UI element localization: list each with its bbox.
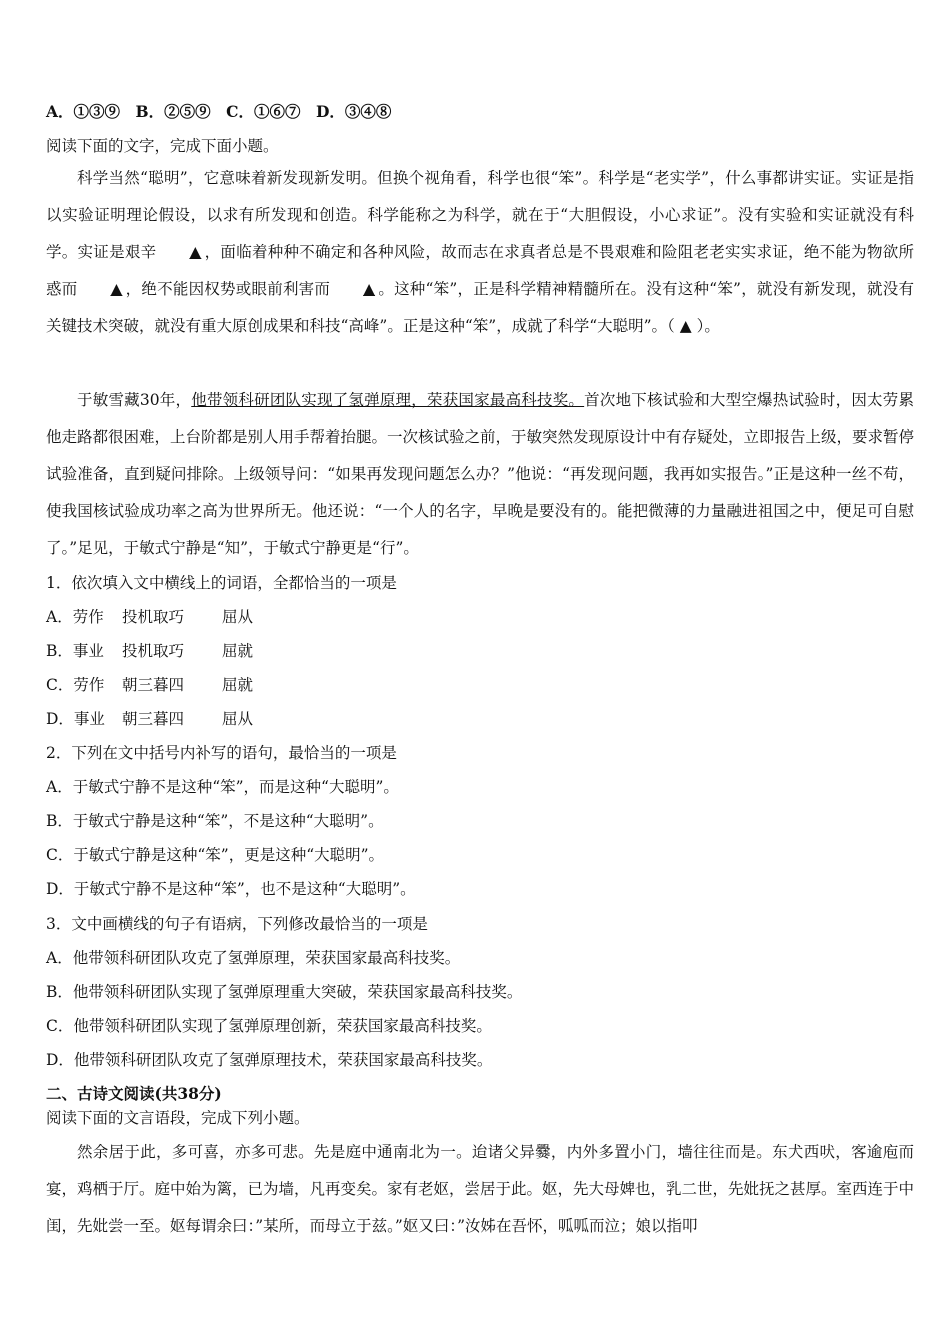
option-word: 屈就 — [222, 676, 254, 694]
question-2-stem: 2．下列在文中括号内补写的语句，最恰当的一项是 — [46, 744, 397, 762]
option-word: 屈就 — [222, 642, 254, 660]
option-word: 朝三暮四 — [122, 710, 185, 728]
answer-options-row: A．①③⑨ B．②⑤⑨ C．①⑥⑦ D．③④⑧ — [46, 102, 392, 121]
question-2-option-b: B．于敏式宁静是这种“笨”，不是这种“大聪明”。 — [46, 812, 384, 830]
fill-blank-1: ▲ — [189, 243, 202, 261]
instruction-text: 阅读下面的文字，完成下面小题。 — [46, 137, 279, 155]
underlined-sentence: 他带领科研团队实现了氢弹原理，荣获国家最高科技奖。 — [191, 391, 585, 409]
option-word: 屈从 — [222, 710, 254, 728]
option-label: C．劳作 — [46, 676, 105, 694]
instruction-text: 阅读下面的文言语段，完成下列小题。 — [46, 1109, 310, 1127]
question-3-stem: 3．文中画横线的句子有语病，下列修改最恰当的一项是 — [46, 915, 428, 933]
fill-blank-2: ▲ — [110, 280, 123, 298]
question-3-option-c: C．他带领科研团队实现了氢弹原理创新，荣获国家最高科技奖。 — [46, 1017, 492, 1035]
question-2-option-c: C．于敏式宁静是这种“笨”，更是这种“大聪明”。 — [46, 846, 385, 864]
question-2-option-a: A．于敏式宁静不是这种“笨”，而是这种“大聪明”。 — [46, 778, 399, 796]
question-1-stem: 1．依次填入文中横线上的词语，全都恰当的一项是 — [46, 574, 397, 592]
passage-paragraph-1 — [46, 160, 914, 345]
option-word: 投机取巧 — [122, 608, 185, 626]
question-3-option-b: B．他带领科研团队实现了氢弹原理重大突破，荣获国家最高科技奖。 — [46, 983, 523, 1001]
passage-text: ，面临着种种不确定和各种风险，故而志在求真者总是不畏艰难和险阻老老实实求证，绝不能为物欲所惑而 — [46, 243, 914, 298]
passage-text: 科学当然“聪明”，它意味着新发现新发明。但换个视角看，科学也很“笨”。科学是“老实学”，什么事都讲实证。实证是指以实验证明理论假设，以求有所发现和创造。科学能称之为科学，就在于“大胆假设，小心求证”。没有实验和实证就没有科学。实证是艰辛 — [46, 169, 914, 261]
option-label: A．劳作 — [46, 608, 104, 626]
question-1-option-d — [46, 709, 914, 729]
fill-blank-3: ▲ — [363, 280, 376, 298]
question-1-option-a — [46, 607, 914, 627]
question-1-option-b — [46, 641, 914, 661]
option-word: 屈从 — [222, 608, 254, 626]
passage-text: 于敏雪藏30年， — [77, 391, 192, 409]
classical-passage: 然余居于此，多可喜，亦多可悲。先是庭中通南北为一。迨诸父异爨，内外多置小门，墙往往而是。东犬西吠，客逾庖而宴，鸡栖于厅。庭中始为篱，已为墙，凡再变矣。家有老妪，尝居于此。妪，先大母婢也，乳二世，先妣抚之甚厚。室西连于中闺，先妣尝一至。妪每谓余曰：”某所，而母立于兹。”妪又曰：”汝姊在吾怀，呱呱而泣；娘以指叩 — [46, 1143, 915, 1235]
option-word: 投机取巧 — [122, 642, 185, 660]
question-2-option-d: D．于敏式宁静不是这种“笨”，也不是这种“大聪明”。 — [46, 880, 416, 898]
question-1-option-c — [46, 675, 914, 695]
passage-text: 首次地下核试验和大型空爆热试验时，因太劳累他走路都很困难，上台阶都是别人用手帮着抬腿。一次核试验之前，于敏突然发现原设计中有存疑处，立即报告上级，要求暂停试验准备，直到疑问排除。上级领导问：“如果再发现问题怎么办？”他说：“再发现问题，我再如实报告。”正是这种一丝不苟，使我国核试验成功率之高为世界所无。他还说：“一个人的名字，早晚是要没有的。能把微薄的力量融进祖国之中，便足可自慰了。”足见，于敏式宁静是“知”，于敏式宁静更是“行”。 — [46, 391, 915, 557]
option-label: D．事业 — [46, 710, 105, 728]
passage-text: ，绝不能因权势或眼前利害而 — [125, 280, 331, 298]
question-3-option-a: A．他带领科研团队攻克了氢弹原理，荣获国家最高科技奖。 — [46, 949, 461, 967]
question-3-option-d: D．他带领科研团队攻克了氢弹原理技术，荣获国家最高科技奖。 — [46, 1051, 493, 1069]
passage-paragraph-2 — [46, 382, 914, 567]
section-title: 二、古诗文阅读(共38分) — [46, 1084, 222, 1103]
passage-text: 。这种“笨”，正是科学精神精髓所在。没有这种“笨”，就没有新发现，就没有关键技术突破，就没有重大原创成果和科技“高峰”。正是这种“笨”，成就了科学“大聪明”。（ ▲ ）。 — [46, 280, 914, 335]
option-label: B．事业 — [46, 642, 104, 660]
option-word: 朝三暮四 — [122, 676, 185, 694]
